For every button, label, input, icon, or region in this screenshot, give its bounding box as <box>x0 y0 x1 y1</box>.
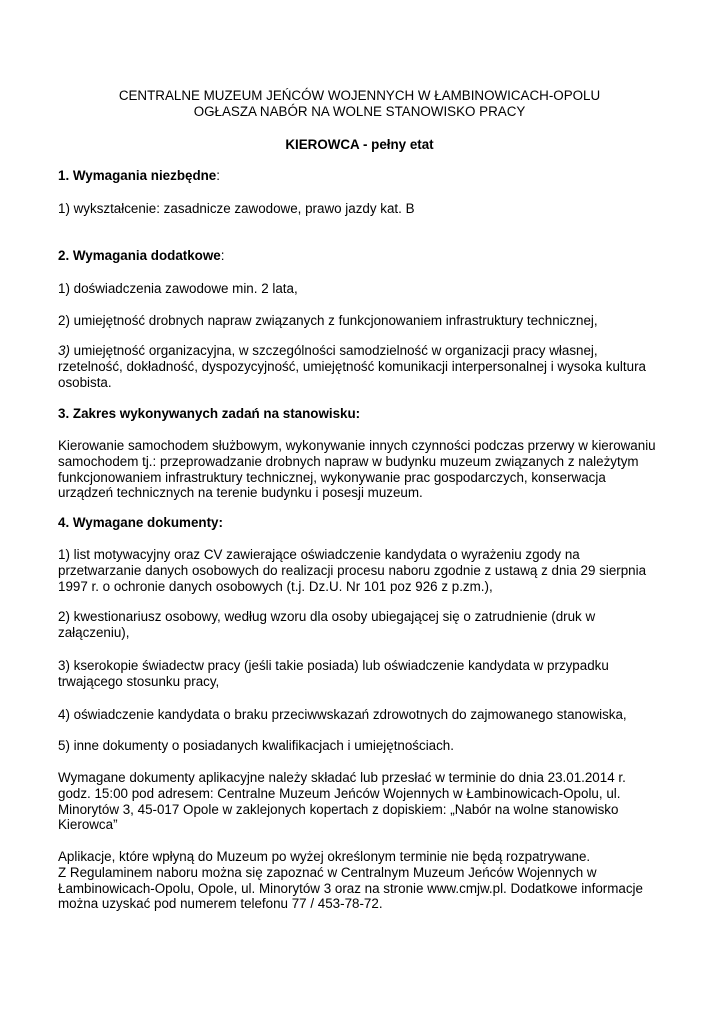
item-line <box>58 343 678 359</box>
heading-colon: : <box>220 248 225 263</box>
item-line: rzetelność, dokładność, dyspozycyjność, umiejętność komunikacji interpersonalnej i wysoka kultura <box>58 358 646 374</box>
section-4-heading: 4. Wymagane dokumenty: <box>58 515 223 530</box>
item-number: 3) <box>58 343 70 358</box>
item-line: 1997 r. o ochronie danych osobowych (t.j. Dz.U. Nr 101 poz 926 z p.zm.), <box>58 578 493 594</box>
paragraph-line: Minorytów 3, 45-017 Opole w zaklejonych kopertach z dopiskiem: „Nabór na wolne stanowisko <box>58 801 619 817</box>
paragraph-line: Łambinowicach-Opolu, Opole, ul. Minorytów 3 oraz na stronie www.cmjw.pl. Dodatkowe informacje <box>58 880 643 896</box>
section-1-heading <box>58 168 678 184</box>
item-line: trwającego stosunku pracy, <box>58 673 220 689</box>
header-institution: CENTRALNE MUZEUM JEŃCÓW WOJENNYCH W ŁAMBINOWICACH-OPOLU <box>118 88 601 103</box>
item-line: osobista. <box>58 374 112 390</box>
paragraph-line: Kierowca” <box>58 817 118 833</box>
item-text: umiejętność organizacyjna, w szczególności samodzielność w organizacji pracy własnej, <box>69 343 598 358</box>
paragraph-line: Aplikacje, które wpłyną do Muzeum po wyżej określonym terminie nie będą rozpatrywane. <box>58 849 591 864</box>
item-line: przetwarzanie danych osobowych do realizacji procesu naboru zgodnie z ustawą z dnia 29 sierpnia <box>58 562 647 578</box>
section-4-item-3 <box>58 658 678 690</box>
paragraph-line: godz. 15:00 pod adresem: Centralne Muzeum Jeńców Wojennych w Łambinowicach-Opolu, ul. <box>58 785 621 801</box>
section-2-item-2: 2) umiejętność drobnych napraw związanych z funkcjonowaniem infrastruktury technicznej, <box>58 313 598 328</box>
document-header <box>58 88 661 120</box>
section-4-item-2 <box>58 609 678 641</box>
section-4-item-5: 5) inne dokumenty o posiadanych kwalifikacjach i umiejętnościach. <box>58 738 454 753</box>
heading-colon: : <box>216 168 220 183</box>
paragraph-line: Z Regulaminem naboru można się zapoznać w Centralnym Muzeum Jeńców Wojennych w <box>58 864 597 880</box>
paragraph-line: można uzyskać pod numerem telefonu 77 / 453-78-72. <box>58 896 383 912</box>
section-3-heading: 3. Zakres wykonywanych zadań na stanowisku: <box>58 406 361 421</box>
paragraph-line: Kierowanie samochodem służbowym, wykonywanie innych czynności podczas przerwy w kierowaniu <box>58 438 656 453</box>
header-announcement: OGŁASZA NABÓR NA WOLNE STANOWISKO PRACY <box>193 103 526 119</box>
paragraph-line: urządzeń technicznych na terenie budynku i posesji muzeum. <box>58 485 423 501</box>
item-line: 2) kwestionariusz osobowy, według wzoru dla osoby ubiegającej się o zatrudnienie (druk w <box>58 609 596 624</box>
section-heading: 2. Wymagania dodatkowe <box>58 248 221 263</box>
section-4-item-1 <box>58 547 678 594</box>
section-1-item-1: 1) wykształcenie: zasadnicze zawodowe, prawo jazdy kat. B <box>58 201 415 216</box>
job-title: KIEROWCA - pełny etat <box>285 137 434 152</box>
section-2-item-1: 1) doświadczenia zawodowe min. 2 lata, <box>58 281 298 296</box>
item-line: 3) kserokopie świadectw pracy (jeśli takie posiada) lub oświadczenie kandydata w przypadku <box>58 658 609 673</box>
item-line: 1) list motywacyjny oraz CV zawierające oświadczenie kandydata o wyrażeniu zgody na <box>58 547 580 562</box>
paragraph-line: funkcjonowaniem infrastruktury technicznej, wykonywanie prac gospodarczych, konserwacja <box>58 469 606 485</box>
footer-paragraph <box>58 849 678 912</box>
paragraph-line: Wymagane dokumenty aplikacyjne należy składać lub przesłać w terminie do dnia 23.01.2014 r. <box>58 770 626 785</box>
paragraph-line: samochodem tj.: przeprowadzanie drobnych napraw w budynku muzeum związanych z należytym <box>58 453 639 469</box>
section-3-body <box>58 438 678 501</box>
section-2-heading <box>58 248 678 264</box>
section-4-item-4: 4) oświadczenie kandydata o braku przeciwwskazań zdrowotnych do zajmowanego stanowiska, <box>58 707 627 722</box>
deadline-paragraph <box>58 770 678 833</box>
item-line: załączeniu), <box>58 624 130 640</box>
section-2-item-3 <box>58 343 678 390</box>
section-heading: 1. Wymagania niezbędne <box>58 168 217 183</box>
